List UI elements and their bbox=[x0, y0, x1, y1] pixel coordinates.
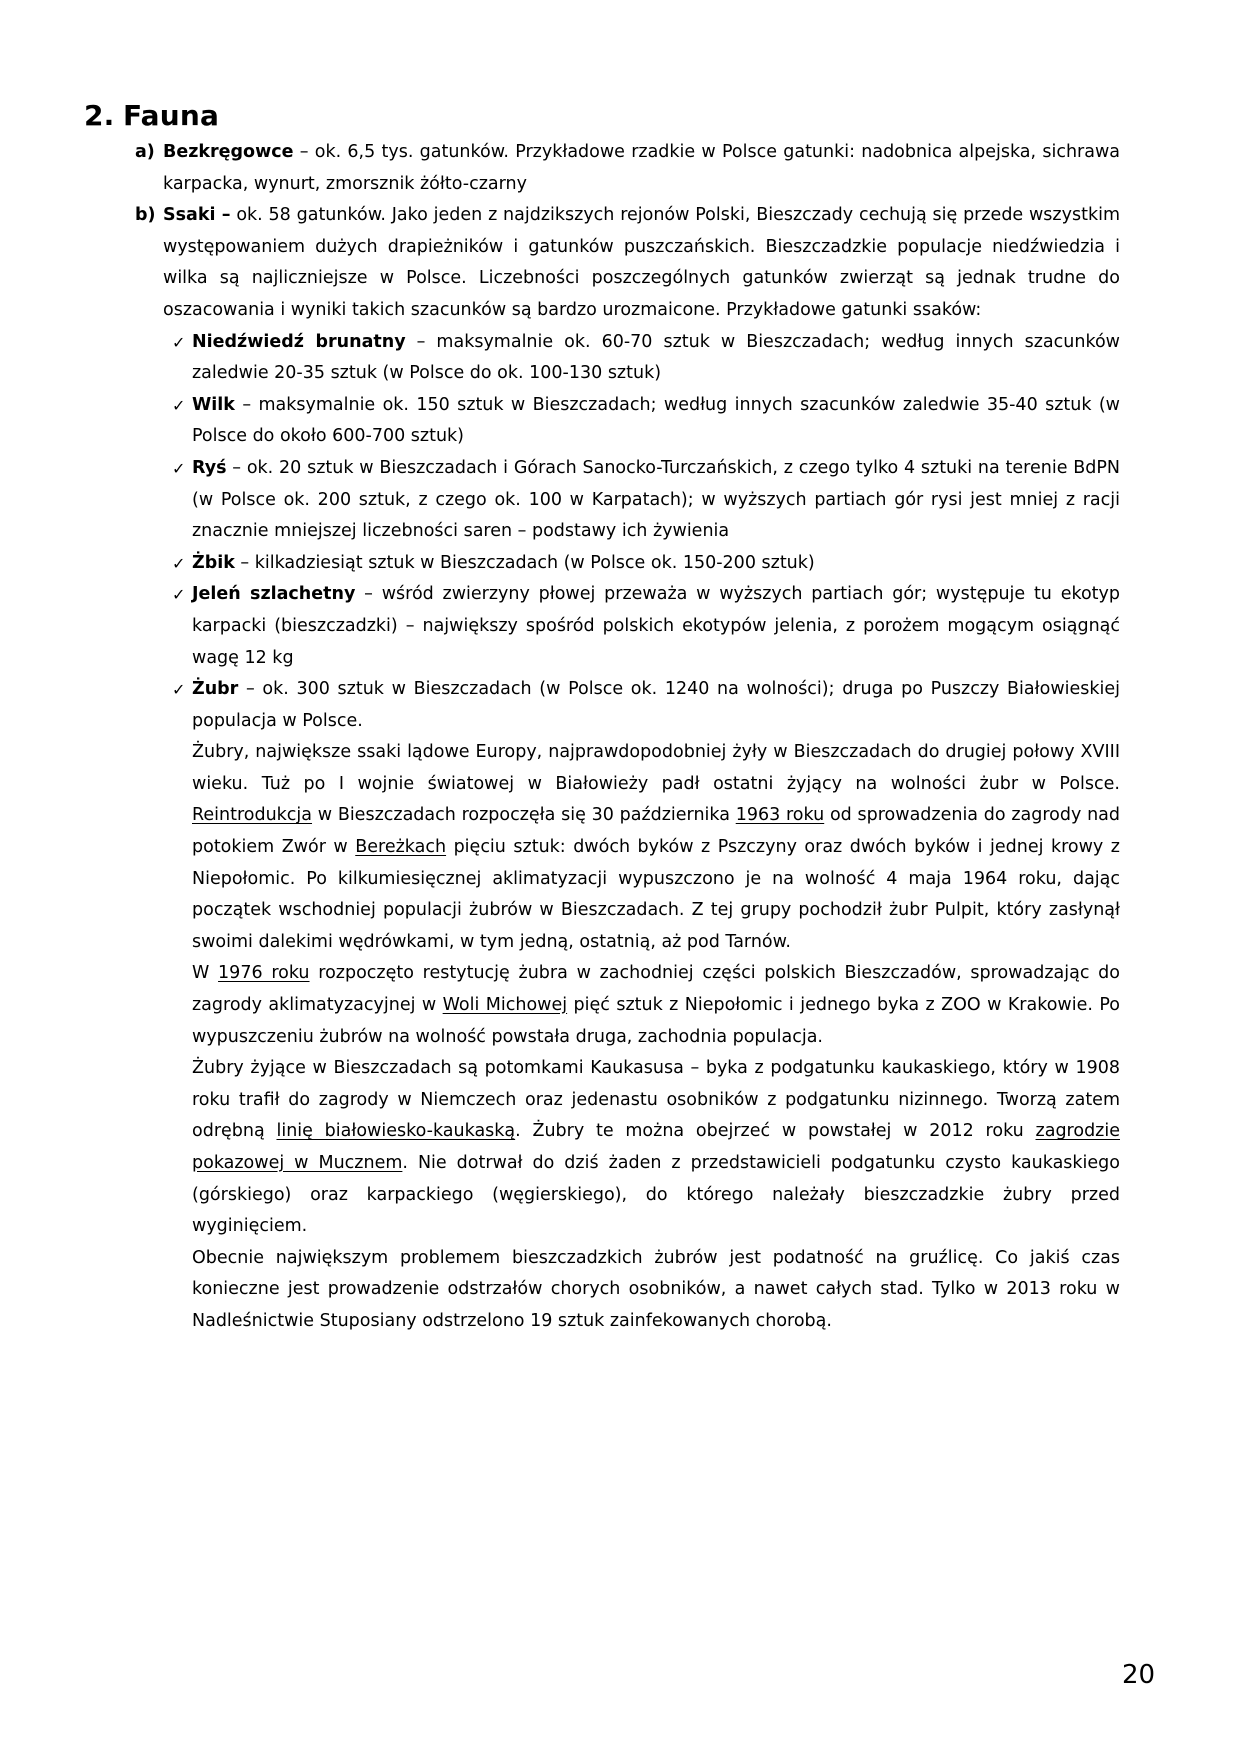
zubr-paragraph-gruzlica bbox=[192, 1243, 1120, 1338]
check-item-text bbox=[192, 390, 1120, 453]
zubr-paragraph-history bbox=[192, 737, 1120, 958]
link-woli-michowej[interactable]: Woli Michowej bbox=[442, 995, 568, 1016]
species-check-list bbox=[163, 327, 1120, 1338]
link-1963-roku[interactable]: 1963 roku bbox=[735, 805, 825, 826]
term-ssaki: Ssaki – bbox=[163, 205, 231, 226]
check-item-niedzwiedz bbox=[163, 327, 1120, 390]
text-segment: – maksymalnie ok. 60-70 sztuk w Bieszczadach; według innych szacunków zaledwie 20-35 sztuk (w Polsce do ok. 100-130 sztuk) bbox=[192, 331, 1120, 384]
text-segment: – wśród zwierzyny płowej przeważa w wyższych partiach gór; występuje tu ekotyp karpacki (bieszczadzki) – największy spośród polskich ekotypów jelenia, z porożem mogącym osiągnąć wagę 12 kg bbox=[192, 584, 1121, 668]
text-segment: . Żubry te można obejrzeć w powstałej w 2012 roku bbox=[515, 1121, 1036, 1142]
species-term: Żbik bbox=[192, 552, 235, 573]
species-term: Wilk bbox=[192, 394, 235, 415]
check-icon: ✓ bbox=[172, 680, 186, 700]
check-icon: ✓ bbox=[172, 585, 186, 605]
link-berezkach[interactable]: Bereżkach bbox=[355, 837, 447, 858]
species-term: Żubr bbox=[192, 679, 239, 700]
page-number: 20 bbox=[1122, 1660, 1156, 1690]
check-item-zubr bbox=[163, 674, 1120, 1337]
text-segment: – ok. 20 sztuk w Bieszczadach i Górach Sanocko-Turczańskich, z czego tylko 4 sztuki na terenie BdPN (w Polsce ok. 200 sztuk, z czego ok. 100 w Karpatach); w wyższych partiach gór rysi jest mniej z racji znacznie mniejszej liczebności saren – podstawy ich żywienia bbox=[192, 457, 1120, 542]
text-segment: W bbox=[192, 963, 219, 984]
list-marker-b: b) bbox=[135, 205, 156, 226]
text-segment: – maksymalnie ok. 150 sztuk w Bieszczadach; według innych szacunków zaledwie 35-40 sztuk (w Polsce do około 600-700 sztuk) bbox=[192, 394, 1120, 447]
check-item-rys bbox=[163, 453, 1120, 548]
list-item-a-text bbox=[163, 137, 1120, 200]
species-term: Niedźwiedź brunatny bbox=[192, 331, 406, 352]
text-segment: ok. 58 gatunków. Jako jeden z najdzikszych rejonów Polski, Bieszczady cechują się przede wszystkim występowaniem dużych drapieżników i gatunków puszczańskich. Bieszczadzkie populacje niedźwiedzia i wilka są najliczniejsze w Polsce. Liczebności poszczególnych gatunków zwierząt są jednak trudne do oszacowania i wyniki takich szacunków są bardzo urozmaicone. Przykładowe gatunki ssaków: bbox=[163, 205, 1120, 320]
text-segment: – ok. 300 sztuk w Bieszczadach (w Polsce ok. 1240 na wolności); druga po Puszczy Białowieskiej populacja w Polsce. bbox=[192, 679, 1120, 731]
text-segment: Żubry żyjące w Bieszczadach są potomkami Kaukasusa – byka z podgatunku kaukaskiego, który w 1908 roku trafił do zagrody w Niemczech oraz jedenastu osobników z podgatunku nizinnego. Tworzą zatem odrębną bbox=[192, 1058, 1120, 1142]
list-item-b-text bbox=[163, 200, 1120, 326]
species-term: Jeleń szlachetny bbox=[192, 584, 356, 605]
text-segment: – kilkadziesiąt sztuk w Bieszczadach (w Polsce ok. 150-200 sztuk) bbox=[234, 552, 815, 573]
link-1976-roku[interactable]: 1976 roku bbox=[218, 963, 310, 984]
term-bezkregowce: Bezkręgowce bbox=[163, 142, 294, 162]
zubr-paragraph-restytucja bbox=[192, 958, 1120, 1053]
check-item-zbik bbox=[163, 548, 1120, 580]
text-segment: w Bieszczadach rozpoczęła się 30 października bbox=[312, 805, 736, 826]
check-item-wilk bbox=[163, 390, 1120, 453]
check-item-jelen bbox=[163, 579, 1120, 674]
text-segment: – ok. 6,5 tys. gatunków. Przykładowe rzadkie w Polsce gatunki: nadobnica alpejska, sichrawa karpacka, wynurt, zmorsznik żółto-czarny bbox=[163, 142, 1120, 194]
link-reintrodukcja[interactable]: Reintrodukcja bbox=[192, 805, 313, 826]
check-icon: ✓ bbox=[172, 332, 186, 352]
zubr-paragraph-kaukasus bbox=[192, 1053, 1120, 1243]
text-segment: od sprowadzenia do zagrody nad potokiem Zwór w bbox=[192, 805, 1121, 858]
link-zagroda-pokazowa-muczne[interactable]: zagrodzie pokazowej w Mucznem bbox=[192, 1121, 1120, 1173]
check-icon: ✓ bbox=[172, 395, 186, 415]
check-item-text bbox=[192, 548, 1120, 580]
link-linia-bialowiesko-kaukaska[interactable]: linię białowiesko-kaukaską bbox=[276, 1121, 516, 1142]
text-segment: pięć sztuk z Niepołomic i jednego byka z ZOO w Krakowie. Po wypuszczeniu żubrów na wolność powstała druga, zachodnia populacja. bbox=[192, 995, 1121, 1047]
text-segment: . Nie dotrwał do dziś żaden z przedstawicieli podgatunku czysto kaukaskiego (górskiego) oraz karpackiego (węgierskiego), do którego należały bieszczadzkie żubry przed wyginięciem. bbox=[192, 1153, 1120, 1237]
document-body bbox=[135, 137, 1120, 1338]
list-marker-a: a) bbox=[135, 142, 155, 162]
check-item-text bbox=[192, 327, 1120, 390]
check-item-text bbox=[192, 453, 1120, 548]
text-segment: pięciu sztuk: dwóch byków z Pszczyny oraz dwóch byków i jednej krowy z Niepołomic. Po kilkumiesięcznej aklimatyzacji wypuszczono je na wolność 4 maja 1964 roku, dając początek wschodniej populacji żubrów w Bieszczadach. Z tej grupy pochodził żubr Pulpit, który zasłynął swoimi dalekimi wędrówkami, w tym jedną, ostatnią, aż pod Tarnów. bbox=[192, 837, 1120, 952]
text-segment: Obecnie największym problemem bieszczadzkich żubrów jest podatność na gruźlicę. Co jakiś czas konieczne jest prowadzenie odstrzałów chorych osobników, a nawet całych stad. Tylko w 2013 roku w Nadleśnictwie Stuposiany odstrzelono 19 sztuk zainfekowanych chorobą. bbox=[192, 1247, 1120, 1331]
section-number: 2. bbox=[84, 99, 115, 132]
check-icon: ✓ bbox=[172, 458, 186, 478]
section-title: Fauna bbox=[123, 99, 220, 132]
species-term: Ryś bbox=[192, 457, 227, 478]
check-item-text bbox=[192, 674, 1120, 737]
list-item-bezkregowce bbox=[135, 137, 1120, 200]
list-item-ssaki bbox=[135, 200, 1120, 326]
text-segment: rozpoczęto restytucję żubra w zachodniej części polskich Bieszczadów, sprowadzając do zagrody aklimatyzacyjnej w bbox=[192, 963, 1120, 1016]
text-segment: Żubry, największe ssaki lądowe Europy, najprawdopodobniej żyły w Bieszczadach do drugiej połowy XVIII wieku. Tuż po I wojnie światowej w Białowieży padł ostatni żyjący na wolności żubr w Polsce. bbox=[192, 742, 1120, 794]
check-item-text bbox=[192, 579, 1120, 674]
section-heading bbox=[84, 99, 219, 132]
check-icon: ✓ bbox=[172, 553, 186, 573]
